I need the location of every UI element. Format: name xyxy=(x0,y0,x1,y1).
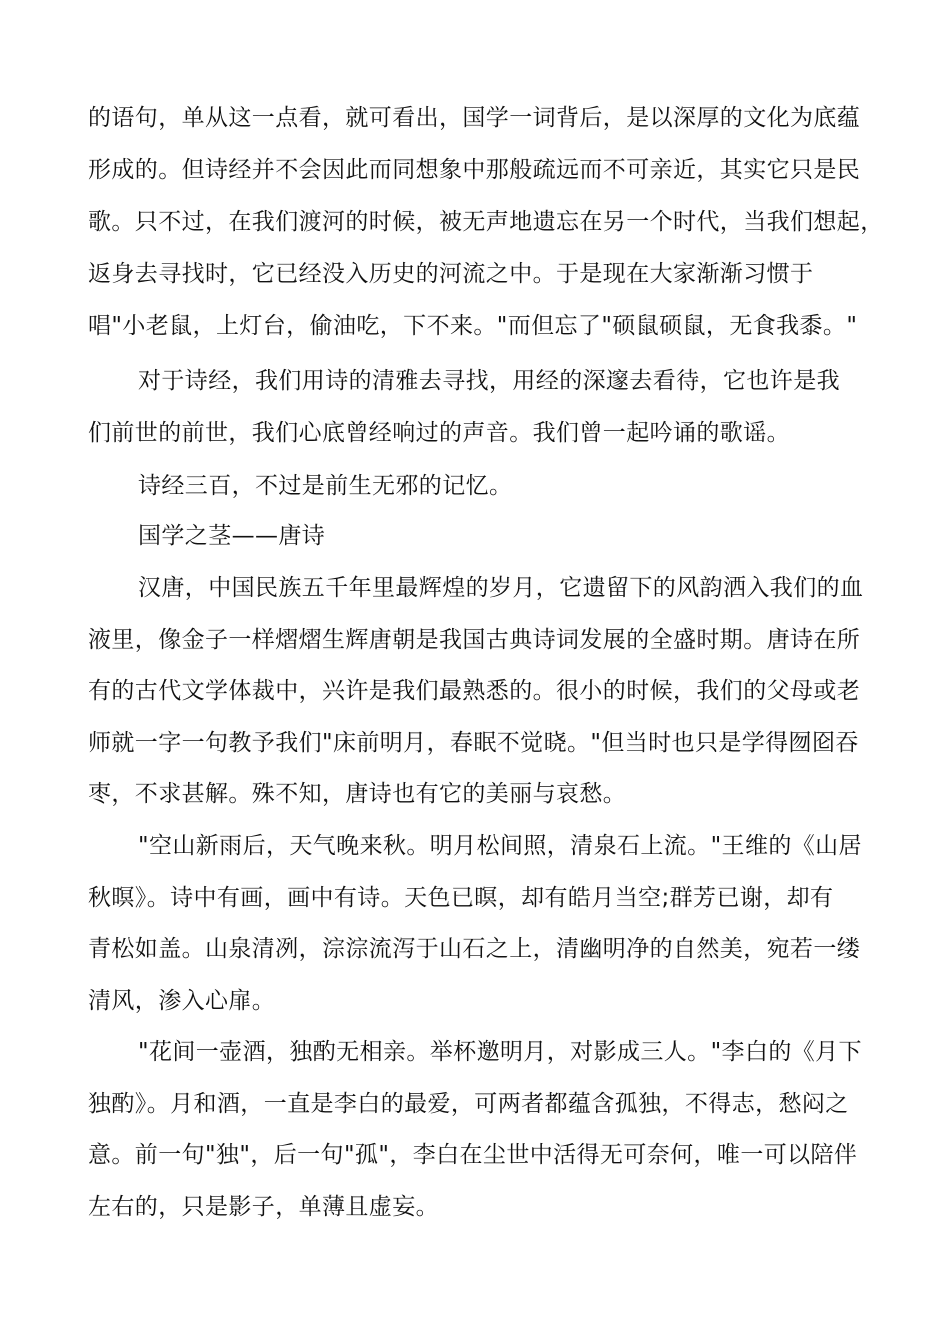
section-heading: 国学之茎——唐诗 xyxy=(138,523,326,549)
text-line: 形成的。但诗经并不会因此而同想象中那般疏远而不可亲近，其实它只是民 xyxy=(88,157,861,183)
text-line: 液里，像金子一样熠熠生辉唐朝是我国古典诗词发展的全盛时期。唐诗在所 xyxy=(88,627,861,653)
text-line: 诗经三百，不过是前生无邪的记忆。 xyxy=(138,473,513,499)
text-line: 清风，渗入心扉。 xyxy=(88,988,276,1014)
text-line: 秋暝》。诗中有画，画中有诗。天色已暝，却有皓月当空;群芳已谢，却有 xyxy=(88,885,834,911)
text-line: 歌。只不过，在我们渡河的时候，被无声地遗忘在另一个时代，当我们想起， xyxy=(88,209,884,235)
text-line: 们前世的前世，我们心底曾经响过的声音。我们曾一起吟诵的歌谣。 xyxy=(88,420,790,446)
text-line: "空山新雨后，天气晚来秋。明月松间照，清泉石上流。"王维的《山居 xyxy=(138,833,862,859)
text-line: 师就一字一句教予我们"床前明月，春眠不觉晓。"但当时也只是学得囫囵吞 xyxy=(88,730,859,756)
text-line: 青松如盖。山泉清冽，淙淙流泻于山石之上，清幽明净的自然美，宛若一缕 xyxy=(88,936,861,962)
text-line: 独酌》。月和酒，一直是李白的最爱，可两者都蕴含孤独，不得志，愁闷之 xyxy=(88,1091,849,1117)
text-line: "花间一壶酒，独酌无相亲。举杯邀明月，对影成三人。"李白的《月下 xyxy=(138,1039,862,1065)
text-line: 唱"小老鼠，上灯台，偷油吃，下不来。"而但忘了"硕鼠硕鼠，无食我黍。" xyxy=(88,313,858,339)
text-line: 左右的，只是影子，单薄且虚妄。 xyxy=(88,1194,439,1220)
text-line: 汉唐，中国民族五千年里最辉煌的岁月，它遗留下的风韵洒入我们的血 xyxy=(138,575,864,601)
text-line: 对于诗经，我们用诗的清雅去寻找，用经的深邃去看待，它也许是我 xyxy=(138,368,840,394)
text-line: 返身去寻找时，它已经没入历史的河流之中。于是现在大家渐渐习惯于 xyxy=(88,261,814,287)
text-line: 意。前一句"独"，后一句"孤"，李白在尘世中活得无可奈何，唯一可以陪伴 xyxy=(88,1142,858,1168)
text-line: 有的古代文学体裁中，兴许是我们最熟悉的。很小的时候，我们的父母或老 xyxy=(88,678,861,704)
text-line: 枣，不求甚解。殊不知，唐诗也有它的美丽与哀愁。 xyxy=(88,781,627,807)
text-line: 的语句，单从这一点看，就可看出，国学一词背后，是以深厚的文化为底蕴 xyxy=(88,105,861,131)
